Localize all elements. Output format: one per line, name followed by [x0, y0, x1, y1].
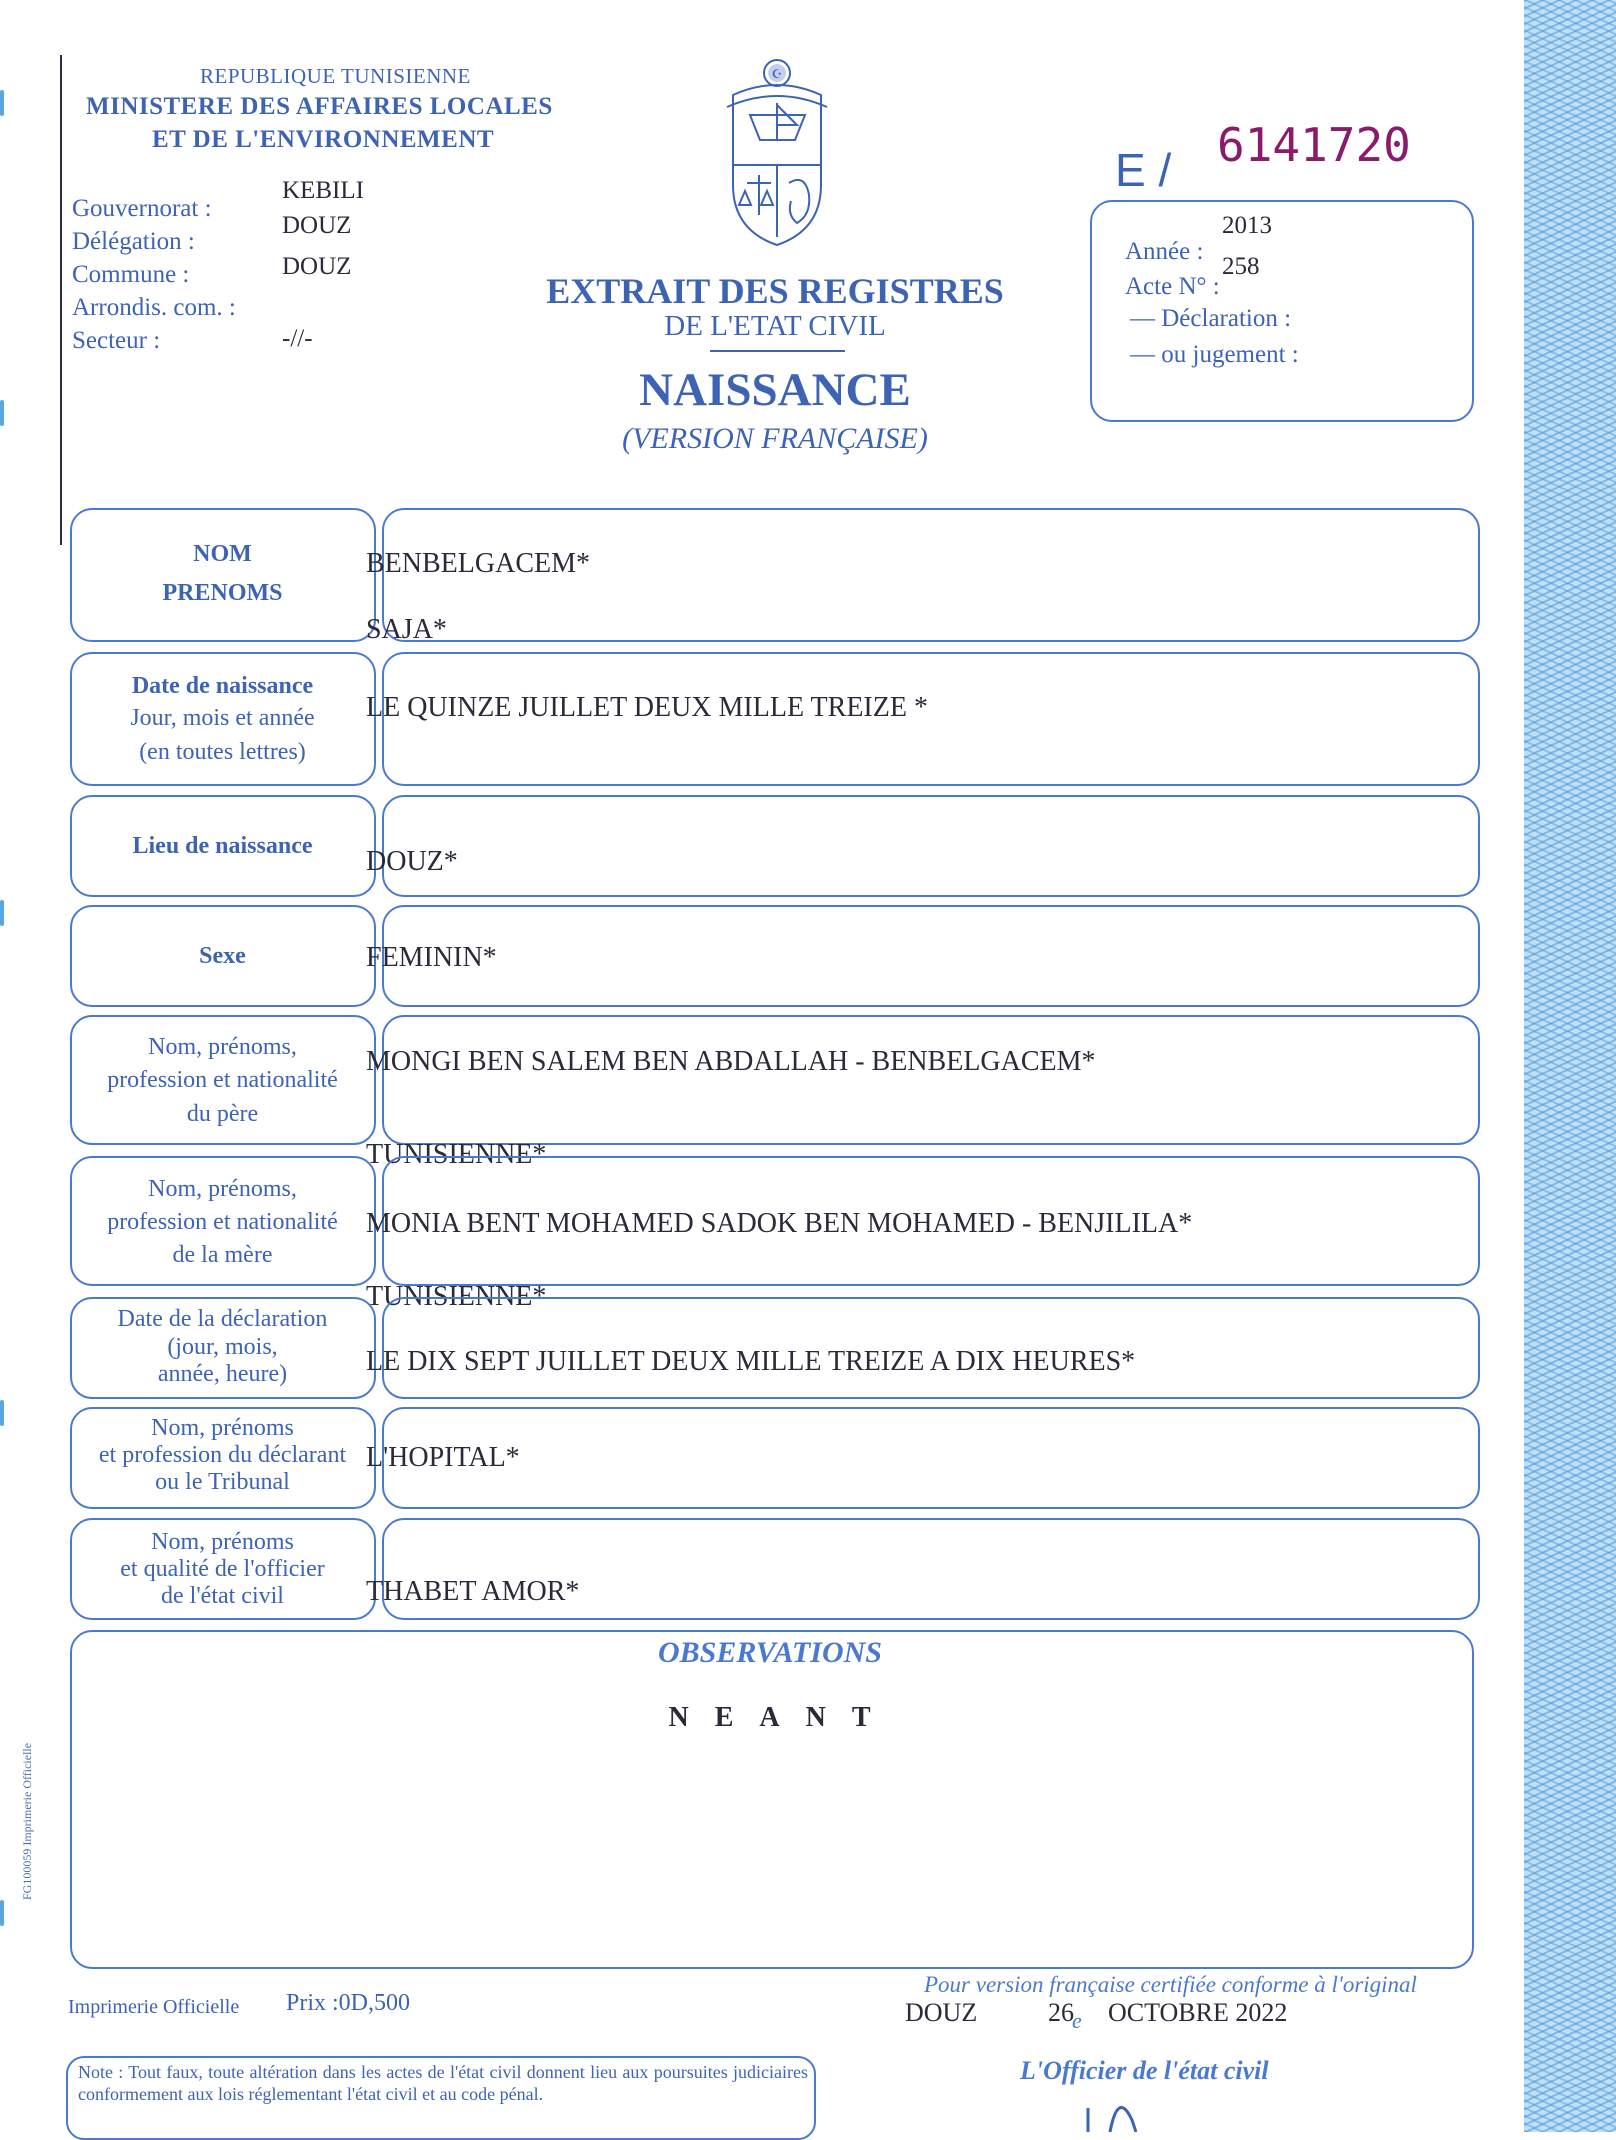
- serial-prefix: E /: [1115, 144, 1172, 196]
- version-label: (VERSION FRANÇAISE): [622, 422, 928, 455]
- ministry-line1: MINISTERE DES AFFAIRES LOCALES: [86, 93, 553, 120]
- declarant-value: L'HOPITAL*: [366, 1442, 520, 1473]
- issue-day: 26: [1048, 1998, 1074, 2027]
- birthplace-value: DOUZ*: [366, 846, 458, 877]
- row-father-value-box: [382, 1015, 1480, 1145]
- acte-label: Acte N° :: [1125, 273, 1220, 300]
- birthdate-value: LE QUINZE JUILLET DEUX MILLE TREIZE *: [366, 692, 928, 723]
- mother-label-3: de la mère: [172, 1242, 273, 1268]
- svg-text:☪: ☪: [771, 67, 783, 81]
- signature-mark: [1080, 2080, 1160, 2132]
- legal-note: Note : Tout faux, toute altération dans les actes de l'état civil donnent lieu aux poursuites judiciaires conformement aux lois réglementant l'état civil et au code pénal.: [78, 2062, 808, 2104]
- row-sex-value-box: [382, 905, 1480, 1007]
- delegation-label: Délégation :: [72, 228, 195, 255]
- declaration-date-label-2: (jour, mois,: [167, 1334, 278, 1360]
- declarant-label-1: Nom, prénoms: [151, 1415, 294, 1441]
- declaration-date-label-1: Date de la déclaration: [117, 1306, 328, 1332]
- edge-mark: [0, 1400, 4, 1426]
- row-birthplace-value-box: [382, 795, 1480, 897]
- birthdate-hint: (en toutes lettres): [139, 739, 306, 765]
- commune-label: Commune :: [72, 261, 190, 288]
- side-print-code: FG100059 Imprimerie Officielle: [20, 1742, 34, 1900]
- edge-mark: [0, 900, 4, 926]
- guilloche-border: [1524, 0, 1616, 2132]
- edge-mark: [0, 400, 4, 426]
- officer-value: THABET AMOR*: [366, 1576, 580, 1607]
- title-divider: [710, 350, 845, 352]
- nom-value: BENBELGACEM*: [366, 548, 590, 579]
- title-line2: DE L'ETAT CIVIL: [664, 310, 886, 342]
- delegation-value: DOUZ: [282, 212, 352, 239]
- prenoms-label: PRENOMS: [162, 580, 283, 606]
- father-label-2: profession et nationalité: [107, 1067, 338, 1093]
- observations-value: NEANT: [668, 1702, 897, 1733]
- birthdate-sublabel: Jour, mois et année: [130, 705, 315, 731]
- arrondissement-label: Arrondis. com. :: [72, 294, 236, 321]
- declarant-label-3: ou le Tribunal: [155, 1469, 290, 1495]
- observations-title: OBSERVATIONS: [658, 1636, 882, 1669]
- prenoms-value: SAJA*: [366, 614, 447, 645]
- gouvernorat-value: KEBILI: [282, 177, 364, 204]
- issue-month-year: OCTOBRE 2022: [1108, 1998, 1288, 2027]
- birthplace-label: Lieu de naissance: [132, 833, 313, 859]
- declarant-label-2: et profession du déclarant: [98, 1442, 347, 1468]
- observations-box: [70, 1630, 1474, 1969]
- republic-label: REPUBLIQUE TUNISIENNE: [200, 64, 471, 88]
- sex-label: Sexe: [199, 943, 246, 969]
- issue-place: DOUZ: [905, 1998, 978, 2027]
- sex-value: FEMININ*: [366, 942, 497, 973]
- header-rule: [60, 55, 62, 545]
- declaration-date-value: LE DIX SEPT JUILLET DEUX MILLE TREIZE A DIX HEURES*: [366, 1346, 1136, 1377]
- secteur-label: Secteur :: [72, 327, 161, 354]
- serial-number: 6141720: [1217, 118, 1411, 172]
- ministry-line2: ET DE L'ENVIRONNEMENT: [152, 126, 495, 153]
- edge-mark: [0, 1900, 4, 1926]
- father-nationality: TUNISIENNE*: [366, 1139, 547, 1170]
- father-label-1: Nom, prénoms,: [148, 1034, 297, 1060]
- declaration-label: — Déclaration :: [1130, 305, 1292, 332]
- jugement-label: — ou jugement :: [1130, 341, 1299, 368]
- printer-label: Imprimerie Officielle: [68, 1996, 240, 2018]
- declaration-date-label-3: année, heure): [157, 1361, 288, 1387]
- secteur-value: -//-: [282, 325, 313, 352]
- issue-day-suffix: e: [1072, 2008, 1082, 2033]
- row-declarant-value-box: [382, 1407, 1480, 1509]
- row-nom-label-box: [70, 508, 376, 642]
- title-line1: EXTRAIT DES REGISTRES: [546, 271, 1004, 311]
- father-label-3: du père: [186, 1101, 259, 1127]
- gouvernorat-label: Gouvernorat :: [72, 195, 212, 222]
- annee-label: Année :: [1125, 238, 1204, 265]
- officer-label-1: Nom, prénoms: [151, 1529, 294, 1555]
- acte-value: 258: [1222, 253, 1260, 280]
- nom-label: NOM: [193, 541, 252, 567]
- edge-mark: [0, 90, 4, 116]
- father-value: MONGI BEN SALEM BEN ABDALLAH - BENBELGACEM*: [366, 1046, 1096, 1077]
- commune-value: DOUZ: [282, 253, 352, 280]
- birthdate-label: Date de naissance: [131, 673, 314, 699]
- officer-signature-label: L'Officier de l'état civil: [1020, 2056, 1269, 2085]
- document-type: NAISSANCE: [639, 364, 911, 416]
- mother-value: MONIA BENT MOHAMED SADOK BEN MOHAMED - BENJILILA*: [366, 1208, 1193, 1239]
- mother-label-1: Nom, prénoms,: [148, 1176, 297, 1202]
- tunisia-emblem-icon: [715, 55, 840, 250]
- mother-label-2: profession et nationalité: [107, 1209, 338, 1235]
- certified-statement: Pour version française certifiée conforme à l'original: [924, 1972, 1417, 1997]
- annee-value: 2013: [1222, 212, 1272, 239]
- price-label: Prix :0D,500: [286, 1990, 411, 2016]
- mother-nationality: TUNISIENNE*: [366, 1281, 547, 1312]
- officer-label-3: de l'état civil: [161, 1583, 284, 1609]
- officer-label-2: et qualité de l'officier: [120, 1556, 325, 1582]
